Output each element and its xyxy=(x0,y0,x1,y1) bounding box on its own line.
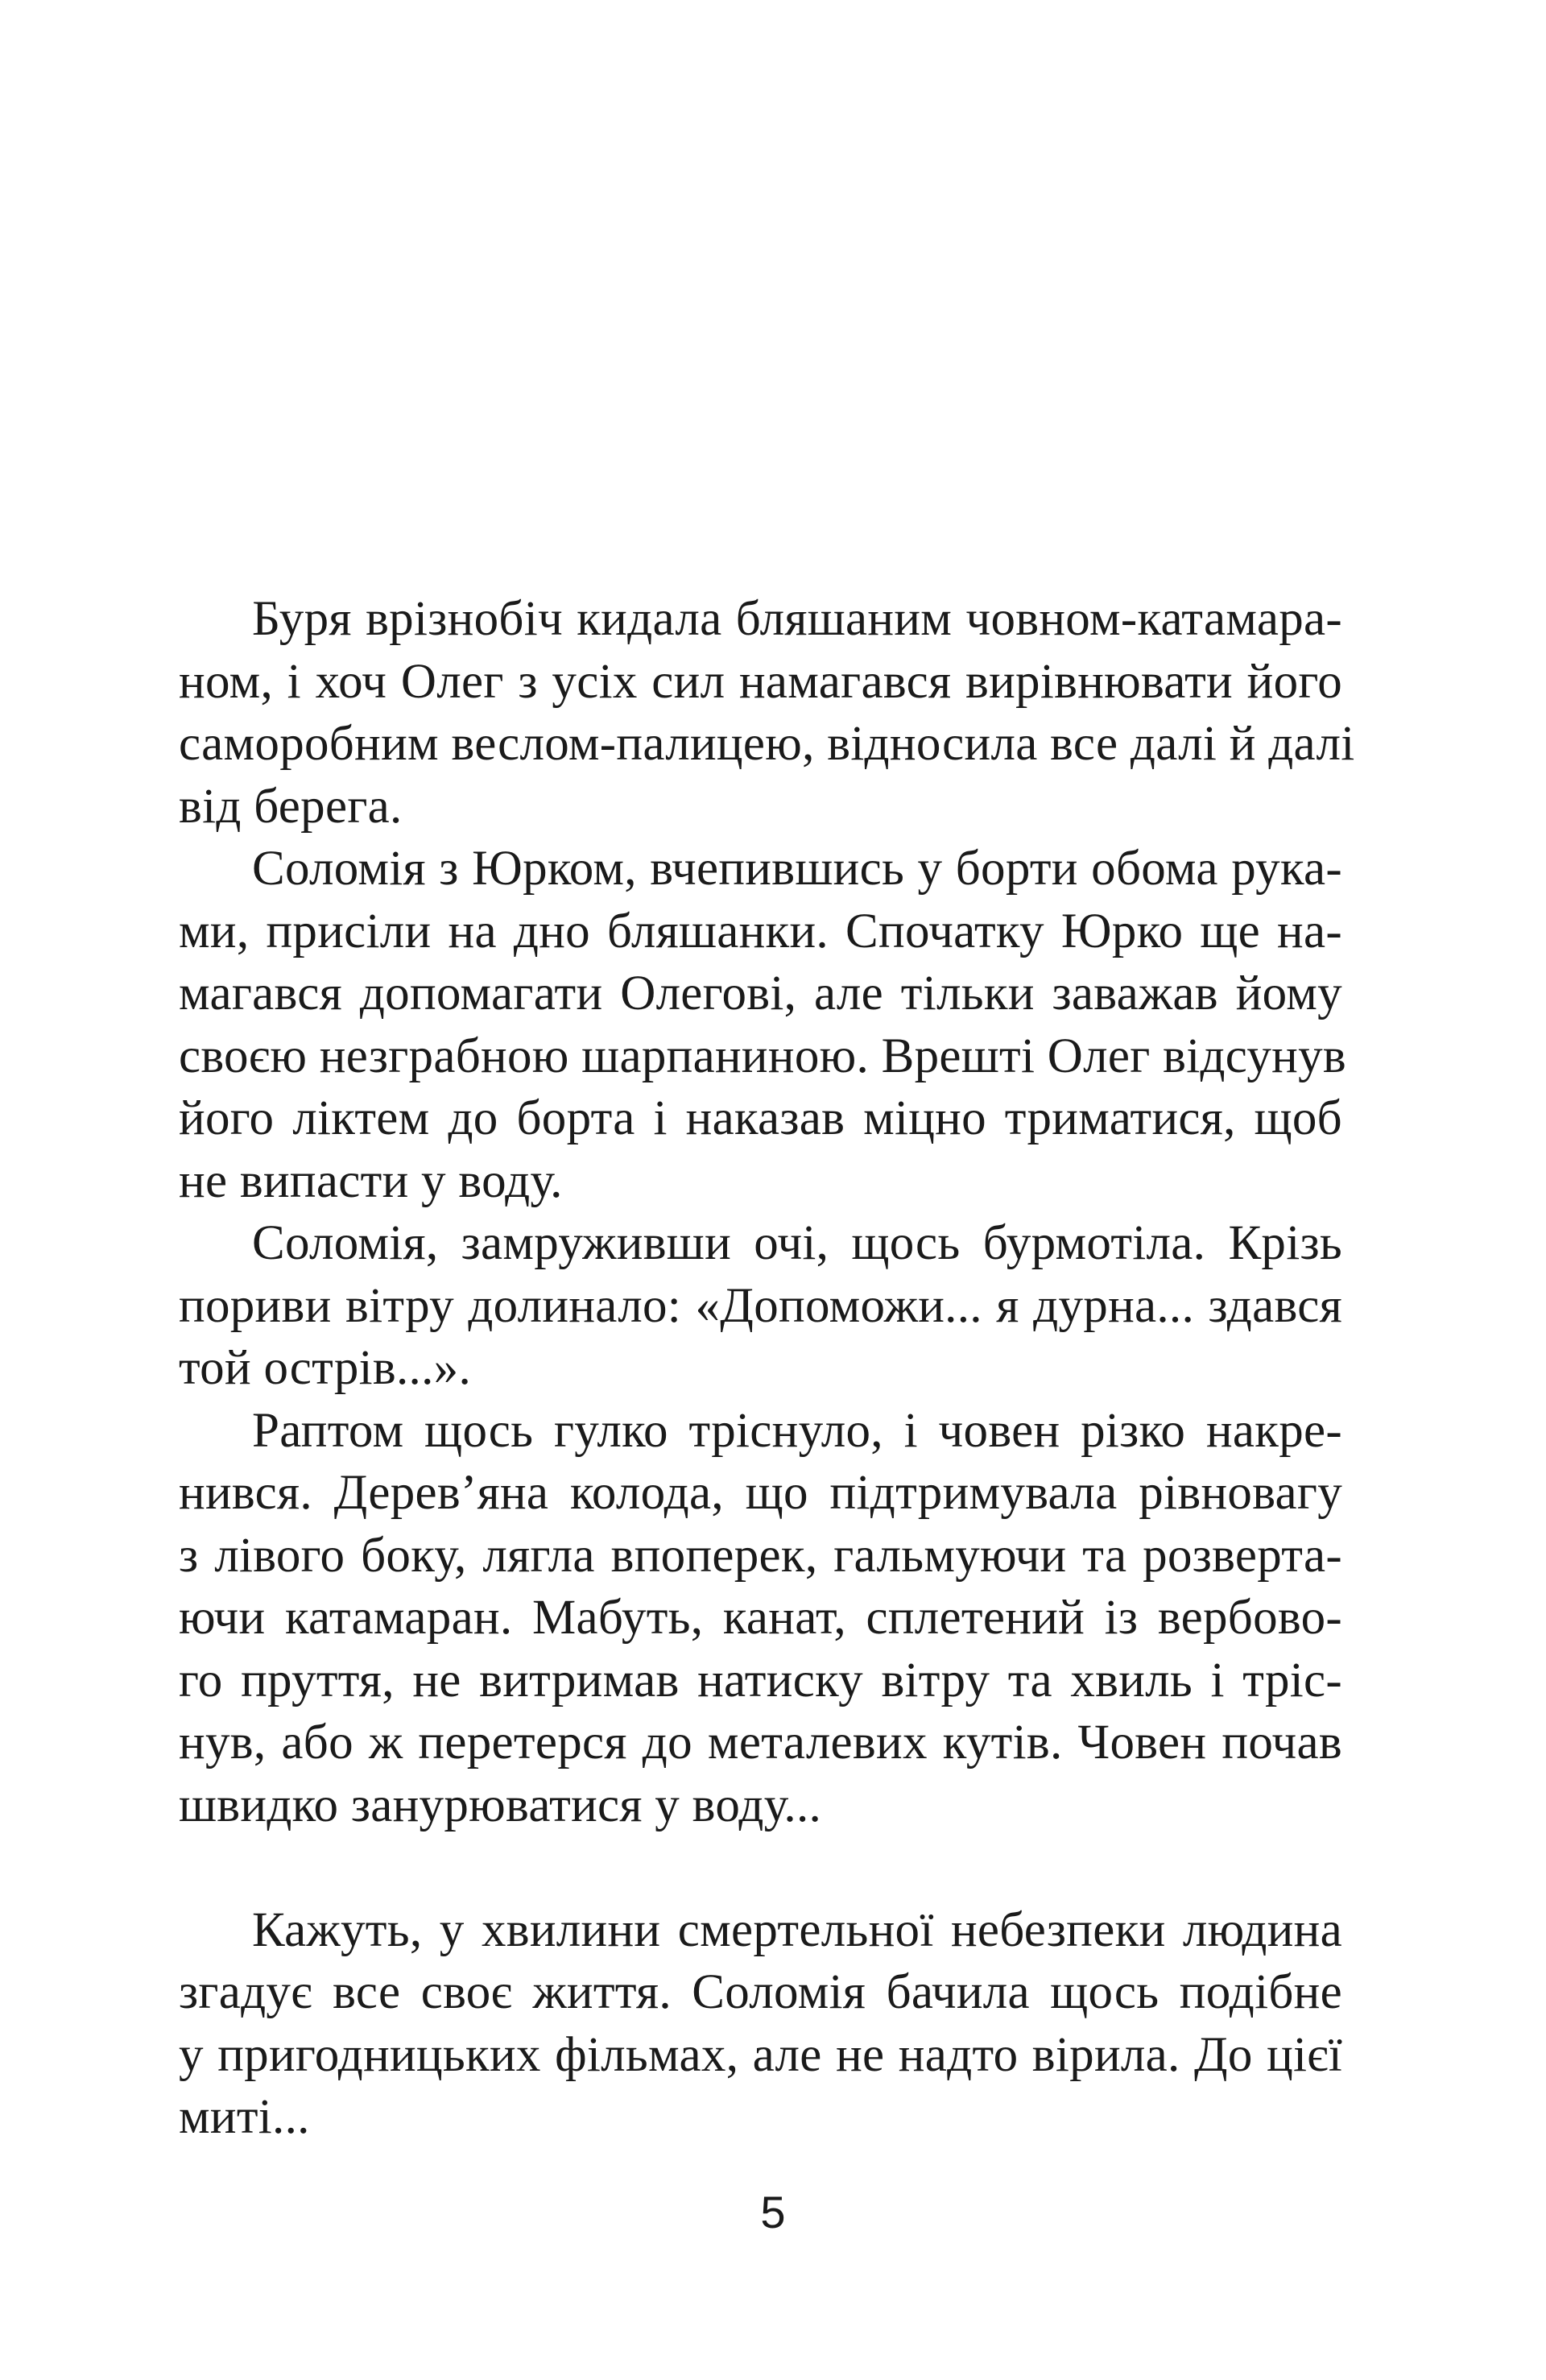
paragraph-4 xyxy=(179,1400,1342,1837)
text-line: своєю незграбною шарпаниною. Врешті Олег відсунув xyxy=(179,1029,1347,1083)
page-number: 5 xyxy=(760,2187,786,2237)
text-line: пориви вітру долинало: «Допоможи... я дурна... здався xyxy=(179,1278,1342,1333)
text-line: ми, присіли на дно бляшанки. Спочатку Юрко ще на- xyxy=(179,904,1342,958)
text-line: його ліктем до борта і наказав міцно триматися, щоб xyxy=(179,1091,1342,1145)
paragraph-1 xyxy=(179,588,1355,838)
paragraph-2 xyxy=(179,838,1347,1212)
text-line: миті... xyxy=(179,2090,310,2144)
text-line: у пригодницьких фільмах, але не надто вірила. До цієї xyxy=(179,2027,1342,2082)
text-line: саморобним веслом-палицею, відносила все далі й далі xyxy=(179,717,1355,771)
section-break xyxy=(179,1836,1342,1899)
paragraph-3 xyxy=(179,1212,1342,1400)
paragraph-5 xyxy=(179,1899,1342,2149)
text-line: від берега. xyxy=(179,779,403,834)
text-line: магався допомагати Олегові, але тільки заважав йому xyxy=(179,966,1342,1020)
text-line: з лівого боку, лягла впоперек, гальмуючи та розверта- xyxy=(179,1528,1342,1583)
text-line: го пруття, не витримав натиску вітру та хвиль і тріс- xyxy=(179,1653,1342,1707)
text-line: той острів...». xyxy=(179,1341,471,1395)
text-line: Раптом щось гулко тріснуло, і човен різко накре- xyxy=(252,1403,1342,1458)
text-line: ном, і хоч Олег з усіх сил намагався вирівнювати його xyxy=(179,654,1342,709)
text-line: Кажуть, у хвилини смертельної небезпеки людина xyxy=(252,1902,1342,1957)
text-line: Соломія з Юрком, вчепившись у борти обома рука- xyxy=(252,842,1342,896)
text-line: нув, або ж перетерся до металевих кутів. Човен почав xyxy=(179,1716,1342,1769)
text-line: не випасти у воду. xyxy=(179,1153,563,1208)
text-line: Соломія, замруживши очі, щось бурмотіла. Крізь xyxy=(252,1216,1342,1270)
text-line: нився. Дерев’яна колода, що підтримувала рівновагу xyxy=(179,1466,1342,1520)
text-line: ючи катамаран. Мабуть, канат, сплетений із вербово- xyxy=(179,1591,1342,1645)
text-line: згадує все своє життя. Соломія бачила щось подібне xyxy=(179,1965,1342,2019)
body-text xyxy=(179,588,1355,2149)
text-line: Буря врізнобіч кидала бляшаним човном-катамара- xyxy=(252,592,1342,646)
text-line: швидко занурюватися у воду... xyxy=(179,1778,822,1832)
